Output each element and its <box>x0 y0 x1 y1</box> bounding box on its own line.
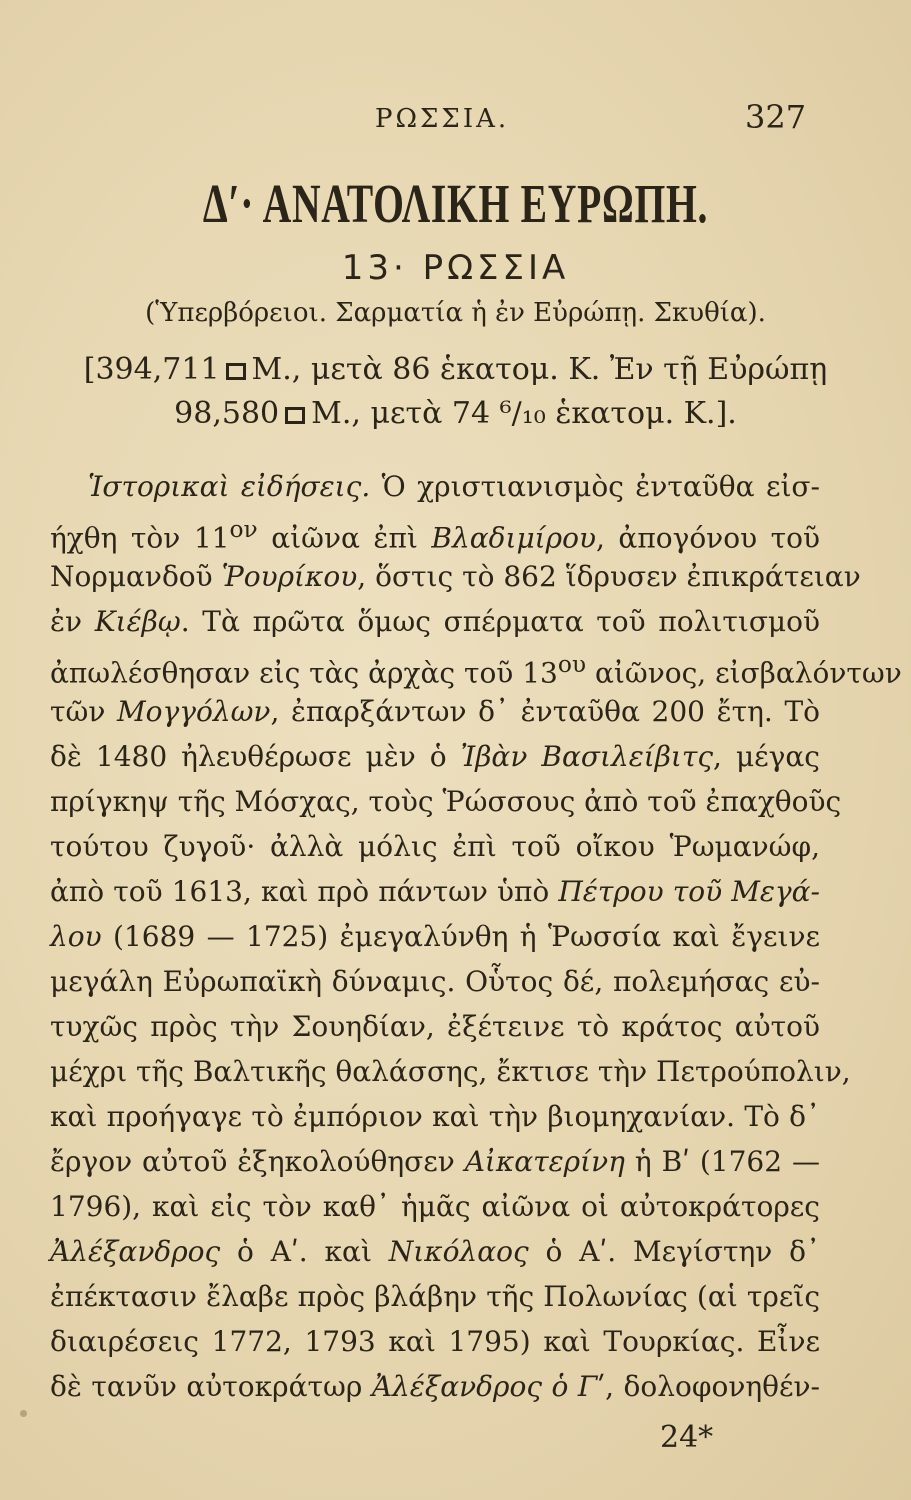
area-value-1: [394,711 <box>83 352 220 387</box>
text-line <box>50 1145 820 1178</box>
area-line-2 <box>0 396 911 431</box>
text-span: ὁ Αʹ. καὶ <box>220 1235 389 1268</box>
text-line: μέχρι τῆς Βαλτικῆς θαλάσσης, ἔκτισε τὴν Πετρούπολιν, <box>50 1055 851 1088</box>
text-span: ἔργον αὐτοῦ ἐξηκολούθησεν <box>50 1145 465 1178</box>
text-span: , ἐπαρξάντων δ᾽ ἐνταῦθα 200 ἔτη. Τὸ <box>270 695 820 728</box>
italic-name: Βλαδιμίρου <box>431 521 596 555</box>
text-span: (1689 — 1725) ἐμεγαλύνθη ἡ Ῥωσσία καὶ ἔγεινε <box>101 920 820 953</box>
text-line: καὶ προήγαγε τὸ ἐμπόριον καὶ τὴν βιομηχανίαν. Τὸ δ᾽ <box>50 1100 820 1133</box>
italic-name: Αἰκατερίνη <box>464 1145 625 1178</box>
text-span: ήχθη τὸν 11 <box>50 521 230 555</box>
text-span: ἀπὸ τοῦ 1613, καὶ πρὸ πάντων ὑπὸ <box>50 875 559 908</box>
text-span: , ἀπογόνου τοῦ <box>595 521 820 555</box>
text-line: πρίγκηψ τῆς Μόσχας, τοὺς Ῥώσσους ἀπὸ τοῦ ἐπαχθοῦς <box>50 785 842 818</box>
text-span: , μέγας <box>713 740 820 773</box>
text-span: αἰῶνα ἐπὶ <box>257 521 432 555</box>
text-line <box>50 920 820 953</box>
text-span: ἐν <box>50 605 95 638</box>
text-line <box>88 470 820 503</box>
text-line: τυχῶς πρὸς τὴν Σουηδίαν, ἐξέτεινε τὸ κράτος αὐτοῦ <box>50 1010 820 1043</box>
italic-heading: Ἱστορικαὶ εἰδήσεις. <box>88 470 371 503</box>
section-subtitle: (Ὑπερβόρειοι. Σαρματία ἡ ἐν Εὐρώπῃ. Σκυθία). <box>145 298 766 328</box>
italic-name: Πέτρου τοῦ Μεγά- <box>558 875 820 908</box>
text-span: , δολοφονηθέν- <box>605 1370 820 1403</box>
running-title: ΡΩΣΣΙΑ. <box>375 104 510 134</box>
text-span: ἀπωλέσθησαν εἰς τὰς ἀρχὰς τοῦ 13 <box>50 656 558 690</box>
superscript: ον <box>229 515 258 543</box>
text-span: Νορμανδοῦ <box>50 560 222 593</box>
text-line: μεγάλη Εὐρωπαϊκὴ δύναμις. Οὗτος δέ, πολεμήσας εὐ- <box>50 965 820 998</box>
paper-spot <box>20 1410 27 1417</box>
square-symbol-icon <box>285 407 305 424</box>
area-text-2: Μ., μετὰ 74 ⁶/₁₀ ἑκατομ. Κ.]. <box>311 396 737 431</box>
page-number: 327 <box>745 98 807 136</box>
text-line <box>50 1370 820 1403</box>
running-head <box>0 92 911 136</box>
text-line <box>50 740 820 773</box>
text-line <box>50 695 820 728</box>
text-line <box>50 650 902 690</box>
text-span: δὲ 1480 ἠλευθέρωσε μὲν ὁ <box>50 740 461 773</box>
text-span: αἰῶνος, εἰσβαλόντων <box>586 656 902 690</box>
text-line: 1796), καὶ εἰς τὸν καθ᾽ ἡμᾶς αἰῶνα οἱ αὐτοκράτορες <box>50 1190 820 1223</box>
text-line <box>50 605 820 638</box>
printer-signature: 24* <box>660 1420 714 1455</box>
text-span: δὲ τανῦν αὐτοκράτωρ <box>50 1370 372 1403</box>
text-line: ἐπέκτασιν ἔλαβε πρὸς βλάβην τῆς Πολωνίας (αἱ τρεῖς <box>50 1280 820 1313</box>
italic-name: Ῥουρίκου <box>221 560 358 593</box>
italic-name: Μογγόλων <box>117 695 271 728</box>
italic-name: Ἀλέξανδρος ὁ Γʹ <box>371 1370 606 1403</box>
italic-name: Ἀλέξανδρος <box>50 1235 221 1268</box>
italic-name: Νικόλαος <box>388 1235 529 1268</box>
italic-name: Κιέβῳ <box>94 605 181 638</box>
chapter-title: Δʹ· ΑΝΑΤΟΛΙΚΗ ΕΥΡΩΠΗ. <box>202 173 709 234</box>
text-line <box>50 515 820 554</box>
text-line: τούτου ζυγοῦ· ἀλλὰ μόλις ἐπὶ τοῦ οἴκου Ῥωμανώφ, <box>50 830 820 863</box>
superscript: ου <box>557 650 587 678</box>
text-span: Ὁ χριστιανισμὸς ἐνταῦθα εἰσ- <box>370 470 821 503</box>
area-value-2: 98,580 <box>174 396 280 431</box>
italic-name: λου <box>50 920 102 953</box>
section-title: 13· ΡΩΣΣΙΑ <box>341 248 570 288</box>
area-line-1 <box>0 352 911 387</box>
text-line <box>50 875 820 908</box>
text-span: , ὅστις τὸ 862 ἵδρυσεν ἐπικράτειαν <box>357 560 861 593</box>
text-span: ὁ Αʹ. Μεγίστην δ᾽ <box>528 1235 820 1268</box>
text-line: διαιρέσεις 1772, 1793 καὶ 1795) καὶ Τουρκίας. Εἶνε <box>50 1325 820 1358</box>
area-text-1: Μ., μετὰ 86 ἑκατομ. Κ. Ἐν τῇ Εὐρώπῃ <box>251 352 828 387</box>
text-span: . Τὰ πρῶτα ὅμως σπέρματα τοῦ πολιτισμοῦ <box>180 605 821 638</box>
text-line <box>50 1235 820 1268</box>
text-line <box>50 560 861 593</box>
italic-name: Ἰβὰν Βασιλείβιτς <box>460 740 714 773</box>
text-span: τῶν <box>50 695 117 728</box>
square-symbol-icon <box>226 363 246 380</box>
text-span: ἡ Βʹ (1762 — <box>624 1145 820 1178</box>
